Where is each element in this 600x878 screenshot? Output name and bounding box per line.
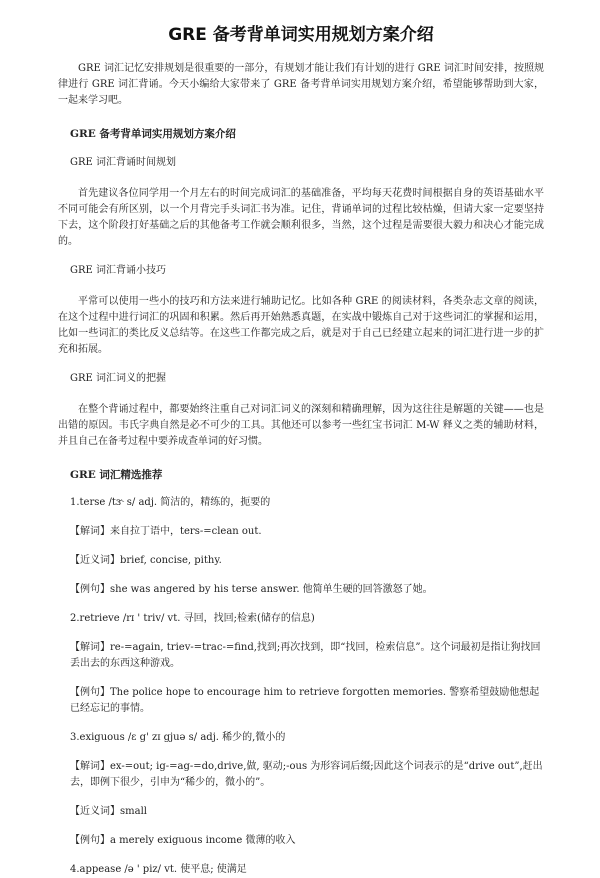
section-heading-vocab: GRE 词汇精选推荐 <box>70 469 163 481</box>
vocab-line: 【例句】The police hope to encourage him to retrieve forgotten memories. 警察希望鼓励他想起已经忘记的事情。 <box>70 687 540 714</box>
vocab-line: 【解词】re-=again, triev-=trac-=find,找到;再次找到，即“找回，检索信息”。这个词最初是指让狗找回丢出去的东西这种游戏。 <box>70 642 541 669</box>
subheading-time-plan: GRE 词汇背诵时间规划 <box>70 157 176 168</box>
paragraph-meaning: 在整个背诵过程中，都要始终注重自己对词汇词义的深刻和精确理解，因为这往往是解题的关键——也是出错的原因。韦氏字典自然是必不可少的工具。其他还可以参考一些红宝书词汇 M-W 释义之类的辅助材料，并且自己在备考过程中要养成查单词的好习惯。 <box>58 404 544 447</box>
subheading-meaning: GRE 词汇词义的把握 <box>70 373 166 384</box>
vocab-line: 【解词】ex-=out; ig-=ag-=do,drive,做, 驱动;-ous 为形容词后缀;因此这个词表示的是“drive out”,赶出去，即例下很少，引申为“稀少的，微小的”。 <box>70 761 543 788</box>
vocab-list <box>58 495 544 878</box>
vocab-line: 2.retrieve /rɪ ' triv/ vt. 寻回，找回;检索(储存的信息) <box>70 613 315 624</box>
vocab-line: 4.appease /ə ' piz/ vt. 使平息; 使满足 <box>70 864 247 875</box>
vocab-line: 1.terse /tɝ s/ adj. 简洁的，精练的，扼要的 <box>70 497 271 508</box>
vocab-line: 【近义词】small <box>70 806 147 817</box>
paragraph-tips: 平常可以使用一些小的技巧和方法来进行辅助记忆。比如各种 GRE 的阅读材料，各类杂志文章的阅读，在这个过程中进行词汇的巩固和积累。然后再开始熟悉真题，在实战中锻炼自己对于这些词汇的掌握和运用，比如一些词汇的类比反义总结等。在这些工作都完成之后，就是对于自己已经建立起来的词汇进行进一步的扩充和拓展。 <box>58 296 544 355</box>
vocab-line: 【例句】a merely exiguous income 微薄的收入 <box>70 835 296 846</box>
subheading-tips: GRE 词汇背诵小技巧 <box>70 265 166 276</box>
vocab-line: 【近义词】brief, concise, pithy. <box>70 555 222 566</box>
vocab-line: 【例句】she was angered by his terse answer. 他简单生硬的回答激怒了她。 <box>70 584 433 595</box>
section-heading-plan: GRE 备考背单词实用规划方案介绍 <box>70 128 236 140</box>
vocab-line: 3.exiguous /ɛ g' zɪ gjuə s/ adj. 稀少的,微小的 <box>70 732 286 743</box>
vocab-line: 【解词】来自拉丁语中，ters-=clean out. <box>70 526 262 537</box>
page-title: GRE 备考背单词实用规划方案介绍 <box>168 25 434 45</box>
paragraph-time-plan: 首先建议各位同学用一个月左右的时间完成词汇的基础准备，平均每天花费时间根据自身的英语基础水平不同可能会有所区别，以一个月背完手头词汇书为准。记住，背诵单词的过程比较枯燥，但请大家一定要坚持下去，这个阶段打好基础之后的其他备考工作就会顺利很多，当然，这个过程是需要很大毅力和决心才能完成的。 <box>58 188 544 247</box>
intro-paragraph: GRE 词汇记忆安排规划是很重要的一部分，有规划才能让我们有计划的进行 GRE 词汇时间安排，按照规律进行 GRE 词汇背诵。今天小编给大家带来了 GRE 备考背单词实用规划方案介绍，希望能够帮助到大家，一起来学习吧。 <box>58 63 544 106</box>
